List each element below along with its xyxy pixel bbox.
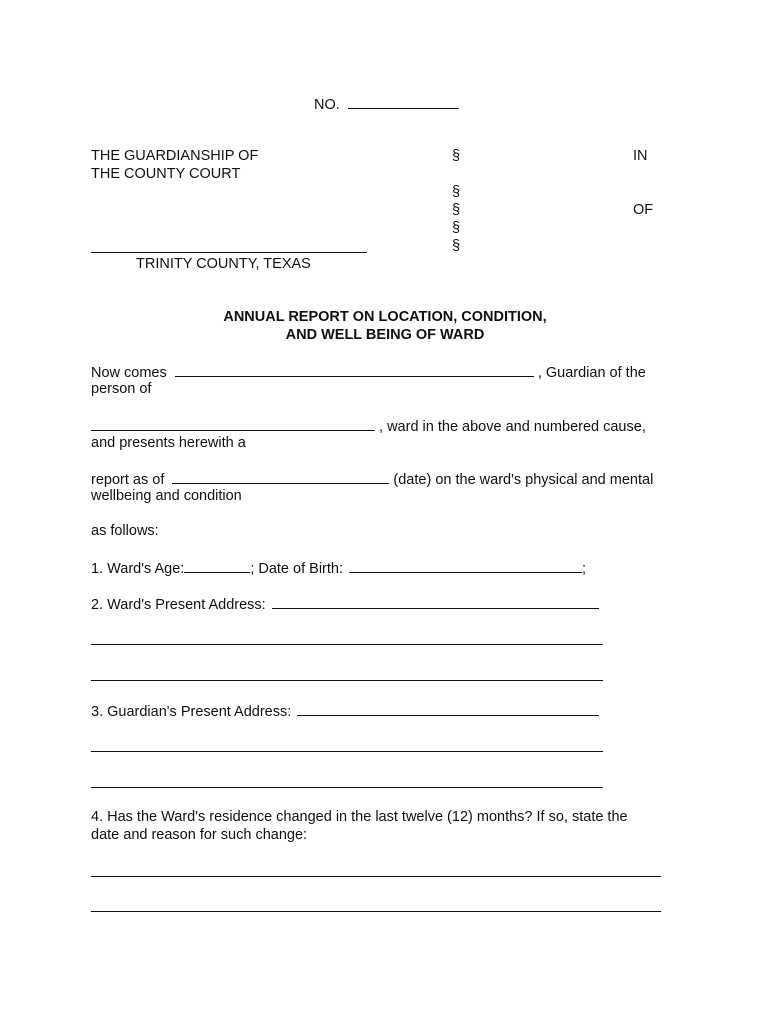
residence-question-line-2: date and reason for such change: [91,827,308,843]
residence-answer-blank-2[interactable] [91,911,661,912]
county-label: TRINITY COUNTY, TEXAS [136,256,311,272]
now-comes-line [91,362,646,382]
section-symbol: § [452,220,461,236]
as-follows-text: as follows: [91,523,159,539]
report-date-blank[interactable] [172,469,389,484]
residence-question-line-1: 4. Has the Ward's residence changed in the last twelve (12) months? If so, state the [91,809,628,825]
case-number-label: NO. [314,97,340,113]
dob-end: ; [582,561,587,577]
ward-name-field-blank[interactable] [91,416,375,431]
guardianship-line-1: THE GUARDIANSHIP OF [91,148,259,164]
section-symbol: § [452,202,461,218]
now-comes-text: Now comes [91,365,167,381]
section-symbol: § [452,184,461,200]
ward-address-blank[interactable] [272,594,599,609]
guardian-of-text: , Guardian of the [537,365,646,381]
ward-name-blank[interactable] [91,252,367,253]
guardian-address-label: 3. Guardian's Present Address: [91,704,292,720]
section-symbol: § [452,148,461,164]
wellbeing-text: wellbeing and condition [91,488,242,504]
report-as-of-text: report as of [91,472,165,488]
residence-answer-blank-1[interactable] [91,876,661,877]
age-label: 1. Ward's Age: [91,561,185,577]
ward-address-line [91,594,599,614]
form-title-line-2: AND WELL BEING OF WARD [285,327,485,343]
age-blank[interactable] [184,558,250,573]
person-of-text: person of [91,381,152,397]
in-label: IN [633,148,648,164]
guardian-address-blank[interactable] [297,701,599,716]
dob-label: ; Date of Birth: [250,561,343,577]
of-label: OF [633,202,654,218]
guardian-name-blank[interactable] [175,362,534,377]
guardian-address-blank-3[interactable] [91,787,603,788]
form-title-line-1: ANNUAL REPORT ON LOCATION, CONDITION, [223,309,547,325]
section-symbol: § [452,238,461,254]
report-date-line [91,469,653,489]
case-number [314,94,459,114]
age-dob-line [91,558,586,578]
guardianship-line-2: THE COUNTY COURT [91,166,241,182]
ward-cause-line [91,416,646,436]
guardian-address-blank-2[interactable] [91,751,603,752]
ward-address-label: 2. Ward's Present Address: [91,597,266,613]
dob-blank[interactable] [349,558,582,573]
ward-address-blank-2[interactable] [91,644,603,645]
date-on-text: (date) on the ward's physical and mental [393,472,654,488]
ward-address-blank-3[interactable] [91,680,603,681]
guardian-address-line [91,701,599,721]
ward-cause-text: , ward in the above and numbered cause, [379,419,646,435]
presents-text: and presents herewith a [91,435,246,451]
case-number-blank[interactable] [348,94,459,109]
